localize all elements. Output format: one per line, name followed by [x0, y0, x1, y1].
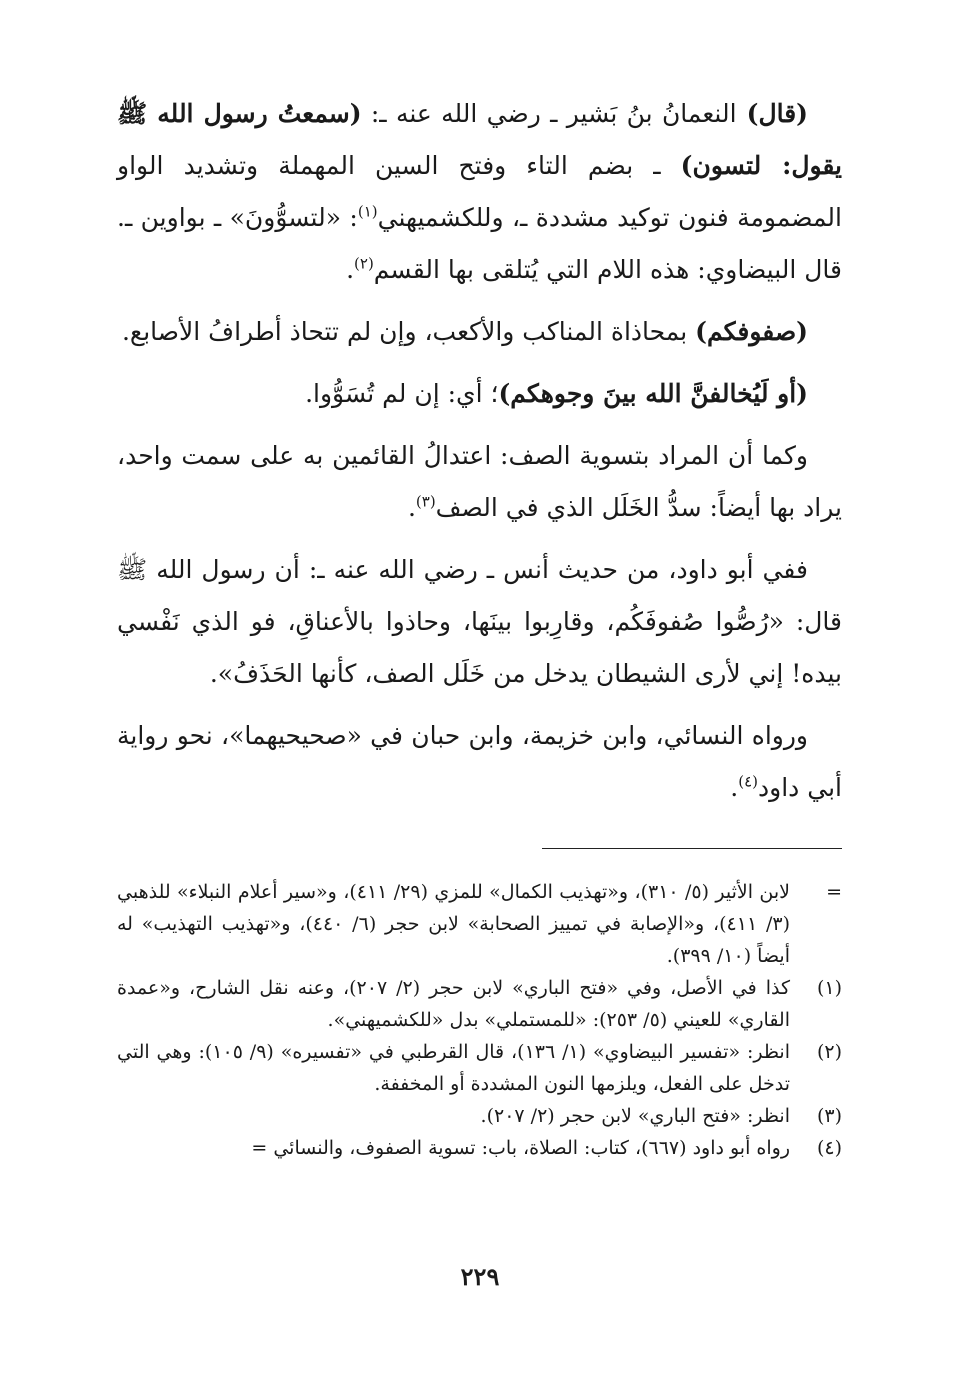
page-number: ٢٢٩: [460, 1262, 500, 1291]
footnote-text: انظر: «فتح الباري» لابن حجر (٢/ ٢٠٧).: [480, 1105, 790, 1127]
footnote-number: =: [826, 881, 842, 903]
paragraph-2: [117, 306, 842, 358]
footnote-2: [117, 1036, 842, 1100]
bold-text: (أو لَيُخالفنَّ الله بينَ وجوهكم): [498, 379, 808, 408]
footnote-ref: (٤): [738, 772, 759, 791]
text-run: ـ بضم التاء وفتح السين المهملة وتشديد الواو المضمومة فنون توكيد مشددة ـ، وللكشميهني: [117, 151, 842, 232]
main-text: [117, 88, 842, 824]
footnote-continuation: [117, 876, 842, 972]
footnote-number: (٣): [816, 1105, 842, 1127]
text-run: : «لتسوُّونَ» ـ بواوين ـ. قال البيضاوي: هذه اللام التي يُتلقى بها القسم: [117, 203, 842, 284]
text-run: .: [407, 493, 416, 522]
footnote-ref: (٢): [354, 254, 374, 273]
bold-text: (صفوفكم): [695, 317, 808, 346]
footnotes: [117, 876, 842, 1164]
footnote-text: انظر: «تفسير البيضاوي» (١/ ١٣٦)، قال القرطبي في «تفسيره» (٩/ ١٠٥): وهي التي تدخل على الفعل، ويلزمها النون المشددة أو المخففة.: [117, 1041, 790, 1095]
text-run: ؛ أي: إن لم تُسَوُّوا.: [305, 379, 499, 408]
paragraph-3: [117, 368, 842, 420]
text-run: وكما أن المراد بتسوية الصف: اعتدالُ القائمين به على سمت واحد، يراد بها أيضاً: سدُّ الخَلَل الذي في الصف: [117, 441, 842, 522]
paragraph-4: [117, 430, 842, 534]
footnote-number: (٢): [816, 1041, 842, 1063]
text-run: بمحاذاة المناكب والأكعب، وإن لم تتحاذ أطرافُ الأصابع.: [121, 317, 696, 346]
text-run: .: [346, 255, 355, 284]
footnote-ref: (١): [357, 202, 378, 221]
footnote-ref: (٣): [415, 492, 436, 511]
footnote-1: [117, 972, 842, 1036]
text-run: ففي أبو داود، من حديث أنس ـ رضي الله عنه ـ: أن رسول الله ﷺ قال: «رُصُّوا صُفوفَكُم، وقارِبوا بينَها، وحاذوا بالأعناقِ، فو الذي نَفْسي بيده! إني لأرى الشيطان يدخل من خَلَل الصف، كأنها الحَذَفُ».: [117, 555, 842, 688]
footnote-number: (١): [816, 977, 842, 999]
text-run: .: [730, 773, 739, 802]
footnote-number: (٤): [816, 1137, 842, 1159]
footnote-separator: [542, 848, 842, 849]
bold-text: (سمعتُ رسول الله ﷺ يقول: لتسون): [117, 99, 842, 180]
footnote-3: [117, 1100, 842, 1132]
paragraph-6: [117, 710, 842, 814]
bold-text: (قال): [736, 99, 809, 128]
paragraph-1: [117, 88, 842, 296]
footnote-4: [117, 1132, 842, 1164]
text-run: ورواه النسائي، وابن خزيمة، وابن حبان في «صحيحيهما»، نحو رواية أبي داود: [117, 721, 842, 802]
text-run: النعمانُ بنُ بَشير ـ رضي الله عنه ـ:: [361, 99, 737, 128]
footnote-text: رواه أبو داود (٦٦٧)، كتاب: الصلاة، باب: تسوية الصفوف، والنسائي =: [251, 1137, 790, 1159]
footnote-text: كذا في الأصل، وفي «فتح الباري» لابن حجر (٢/ ٢٠٧)، وعنه نقل الشارح، و«عمدة القاري» للعيني (٥/ ٢٥٣): «للمستملي» بدل «للكشميهني».: [117, 977, 790, 1031]
paragraph-5: [117, 544, 842, 700]
footnote-text: لابن الأثير (٥/ ٣١٠)، و«تهذيب الكمال» للمزي (٢٩/ ٤١١)، و«سير أعلام النبلاء» للذهبي (٣/ ٤١١)، و«الإصابة في تمييز الصحابة» لابن حجر (٦/ ٤٤٠)، و«تهذيب التهذيب» له أيضاً (١٠/ ٣٩٩).: [117, 881, 790, 967]
